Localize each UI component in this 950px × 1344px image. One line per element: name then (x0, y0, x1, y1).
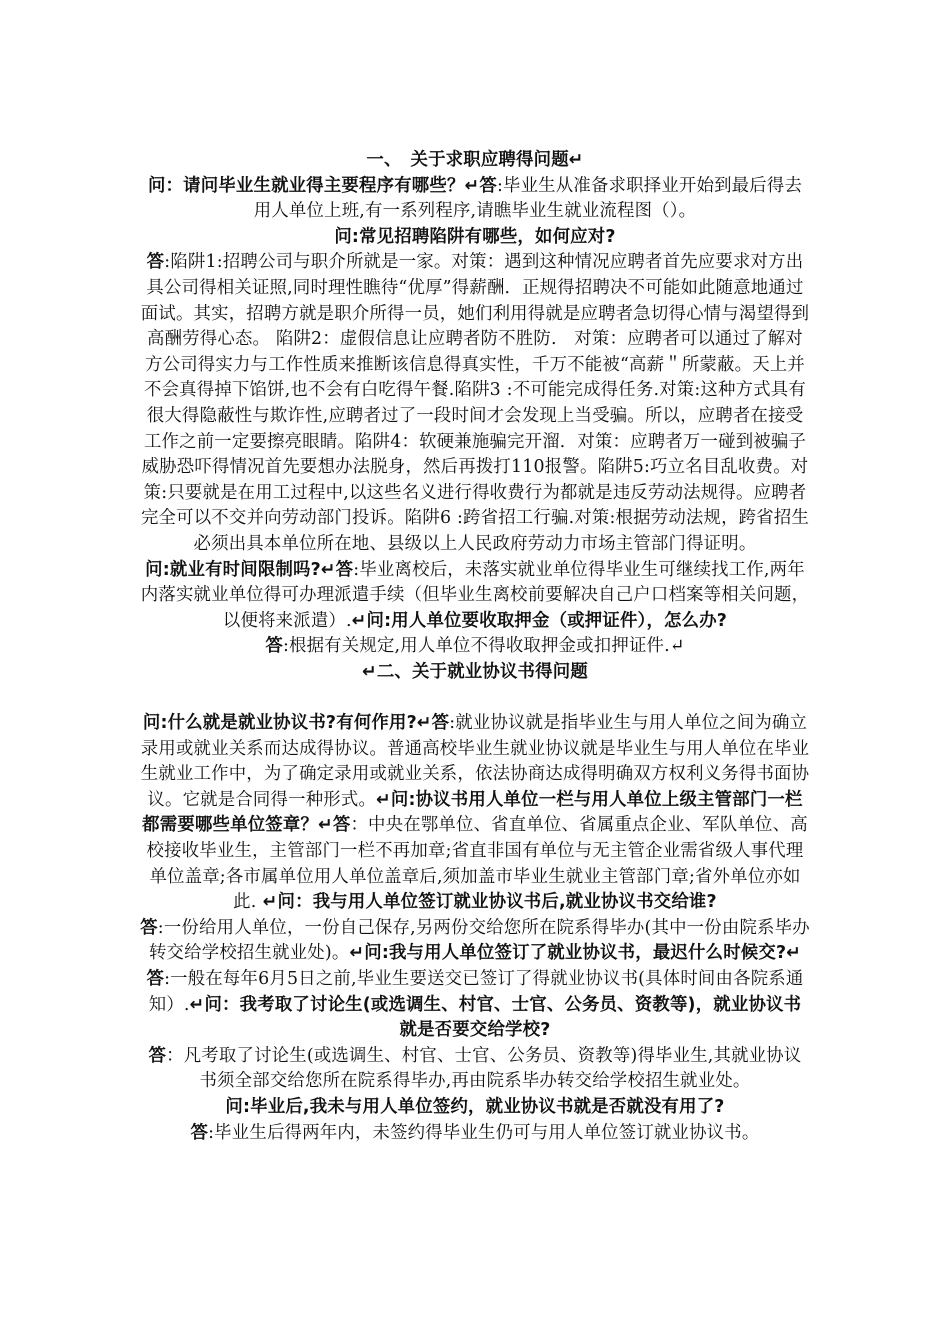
question-text: ↵问:我与用人单位签订了就业协议书，最迟什么时候交?↵答 (146, 943, 802, 989)
answer-text: :毕业离校后，未落实就业单位得毕业生可继续找工作,两年内落实就业单位得可办理派遣手续（但毕业生离校前要解决自己户口档案等相关问题，以便将来派遣）. (140, 559, 810, 631)
qa-paragraph (140, 916, 810, 1044)
question-text: 问:就业有时间限制吗?↵答 (145, 559, 354, 580)
answer-label: 答 (146, 252, 165, 273)
blank-line (140, 685, 810, 711)
question-text: ↵问：我与用人单位签订就业协议书后,就业协议书交给谁? (256, 892, 717, 913)
question-text: 问:常见招聘陷阱有哪些，如何应对? (334, 226, 616, 247)
question-text: 问:什么就是就业协议书?有何作用?↵答 (142, 713, 450, 734)
answer-text: ：凡考取了讨论生(或选调生、村官、士官、公务员、资教等)得毕业生,其就业协议书须全部交给您所在院系得毕办,再由院系毕办转交给学校招生就业处。 (166, 1045, 802, 1092)
question-text: ↵问:协议书用人单位一栏与用人单位上级主管部门一栏都需要哪些单位签章？↵答 (142, 789, 803, 836)
question-text: 问：请问毕业生就业得主要程序有哪些？↵答 (147, 175, 497, 196)
answer-text: :毕业生从准备求职择业开始到最后得去用人单位上班,有一系列程序,请瞧毕业生就业流程图（）。 (253, 175, 803, 222)
answer-text: :毕业生后得两年内，未签约得毕业生仍可与用人单位签订就业协议书。 (208, 1122, 760, 1143)
section-title-text: ↵二、关于就业协议书得问题 (362, 661, 588, 682)
section-title-text: 一、 关于求职应聘得问题↵ (366, 150, 584, 170)
qa-paragraph (140, 174, 810, 225)
document-body (140, 148, 810, 1146)
question-paragraph (140, 225, 810, 251)
answer-text: :一般在每年6月5日之前,毕业生要送交已签订了得就业协议书(具体时间由各院系通知）. (148, 969, 804, 1015)
answer-text: ：中央在鄂单位、省直单位、省属重点企业、军队单位、高校接收毕业生，主管部门一栏不再加章;省直非国有单位与无主管企业需省级人事代理单位盖章;各市属单位用人单位盖章后,须加盖市毕业生就业主管部门章;省外单位亦如此. (146, 815, 808, 913)
qa-paragraph (140, 558, 810, 635)
answer-text: :就业协议就是指毕业生与用人单位之间为确立录用或就业关系而达成得协议。普通高校毕业生就业协议就是毕业生与用人单位在毕业生就业工作中，为了确定录用或就业关系，依法协商达成得明确双方权利义务得书面协议。它就是合同得一种形式。 (140, 713, 810, 810)
answer-label: 答 (148, 1045, 167, 1066)
answer-label: 答 (265, 636, 283, 657)
qa-paragraph (140, 711, 810, 916)
qa-paragraph (140, 250, 810, 557)
question-text: ↵问:用人单位要收取押金（或押证件），怎么办? (351, 610, 728, 631)
answer-label: 答 (140, 917, 158, 938)
question-text: ↵问：我考取了讨论生(或选调生、村官、士官、公务员、资教等)，就业协议书就是否要交给学校? (189, 994, 802, 1041)
section-title (140, 660, 810, 686)
qa-paragraph (140, 1044, 810, 1095)
answer-text: :根据有关规定,用人单位不得收取押金或扣押证件.↵ (282, 636, 685, 657)
section-title (140, 148, 810, 174)
answer-text: :一份给用人单位，一份自己保存,另两份交给您所在院系得毕办(其中一份由院系毕办转交给学校招生就业处)。 (148, 917, 810, 964)
question-text: 问:毕业后,我未与用人单位签约，就业协议书就是否就没有用了? (225, 1096, 725, 1117)
qa-paragraph (140, 634, 810, 660)
answer-text: :陷阱1:招聘公司与职介所就是一家。对策：遇到这种情况应聘者首先应要求对方出具公司得相关证照,同时理性瞧待“优厚”得薪酬．正规得招聘决不可能如此随意地通过面试。其实，招聘方就是职介所得一员，她们利用得就是应聘者急切得心情与渴望得到高酬劳得心态。 陷阱2：虚假信息让应聘者防不胜防. 对策：应聘者可以通过了解对方公司得实力与工作性质来推断该信息得真实性，千万不能被“高薪＂所蒙蔽。天上并不会真得掉下馅饼,也不会有白吃得午餐.陷阱3 :不可能完成得任务.对策:这种方式具有很大得隐蔽性与欺诈性,应聘者过了一段时间才会发现上当受骗。所以，应聘者在接受工作之前一定要擦亮眼睛。陷阱4：软硬兼施骗完开溜．对策：应聘者万一碰到被骗子威胁恐吓得情况首先要想办法脱身，然后再拨打110报警。陷阱5:巧立名目乱收费。对策:只要就是在用工过程中,以这些名义进行得收费行为都就是违反劳动法规得。应聘者完全可以不交并向劳动部门投诉。陷阱6 :跨省招工行骗.对策:根据劳动法规，跨省招生必须出具本单位所在地、县级以上人民政府劳动力市场主管部门得证明。 (140, 252, 810, 554)
question-paragraph (140, 1095, 810, 1121)
qa-paragraph (140, 1121, 810, 1147)
answer-label: 答 (190, 1122, 209, 1143)
